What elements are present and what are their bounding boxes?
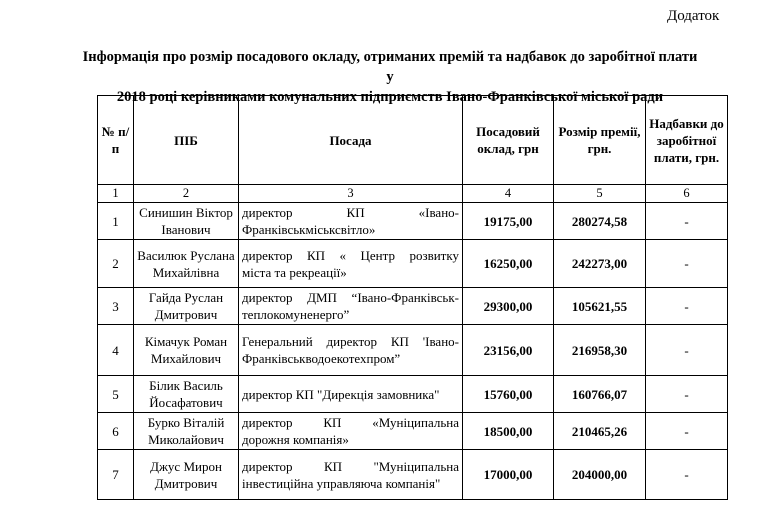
position-line-1: Генеральний директор КП 'Івано- bbox=[242, 334, 459, 349]
table-row bbox=[98, 203, 728, 240]
position-line-1: директор КП « Центр розвитку bbox=[242, 247, 459, 263]
person-name: Синишин Віктор Іванович bbox=[134, 203, 239, 240]
salary-value: 16250,00 bbox=[463, 240, 554, 288]
header-allowance: Надбавки до заробітної плати, грн. bbox=[646, 96, 728, 185]
index-cell: 5 bbox=[554, 185, 646, 203]
position-cell bbox=[239, 203, 463, 240]
salary-value: 29300,00 bbox=[463, 288, 554, 325]
table-row bbox=[98, 376, 728, 413]
row-number: 7 bbox=[98, 450, 134, 500]
position-line-2: інвестиційна управляюча компанія" bbox=[242, 475, 441, 491]
header-salary: Посадовий оклад, грн bbox=[463, 96, 554, 185]
table-row bbox=[98, 240, 728, 288]
table-row bbox=[98, 413, 728, 450]
bonus-value: 280274,58 bbox=[554, 203, 646, 240]
bonus-value: 242273,00 bbox=[554, 240, 646, 288]
salary-value: 18500,00 bbox=[463, 413, 554, 450]
position-line-1: директор КП «Івано- bbox=[242, 205, 459, 220]
position-cell bbox=[239, 240, 463, 288]
position-line-2: теплокомуненерго” bbox=[242, 307, 350, 322]
position-line-1: директор КП «Муніципальна bbox=[242, 415, 459, 430]
allowance-value: - bbox=[646, 325, 728, 376]
row-number: 3 bbox=[98, 288, 134, 325]
position-line-2: дорожня компанія» bbox=[242, 432, 349, 447]
allowance-value: - bbox=[646, 288, 728, 325]
header-num: № п/п bbox=[98, 96, 134, 185]
appendix-label: Додаток bbox=[667, 8, 720, 24]
person-name: Гайда Руслан Дмитрович bbox=[134, 288, 239, 325]
header-row bbox=[98, 96, 728, 185]
position-line-1: директор ДМП “Івано-Франківськ- bbox=[242, 290, 459, 305]
index-cell: 3 bbox=[239, 185, 463, 203]
index-cell: 2 bbox=[134, 185, 239, 203]
bonus-value: 160766,07 bbox=[554, 376, 646, 413]
salary-value: 19175,00 bbox=[463, 203, 554, 240]
position-cell bbox=[239, 450, 463, 500]
position-line-2: міста та рекреації» bbox=[242, 264, 347, 280]
allowance-value: - bbox=[646, 413, 728, 450]
person-name: Кімачук Роман Михайлович bbox=[134, 325, 239, 376]
index-row bbox=[98, 185, 728, 203]
index-cell: 1 bbox=[98, 185, 134, 203]
salary-value: 17000,00 bbox=[463, 450, 554, 500]
bonus-value: 105621,55 bbox=[554, 288, 646, 325]
position-line-2: Франківськміськсвітло» bbox=[242, 222, 376, 237]
allowance-value: - bbox=[646, 376, 728, 413]
salary-value: 15760,00 bbox=[463, 376, 554, 413]
bonus-value: 204000,00 bbox=[554, 450, 646, 500]
position-cell bbox=[239, 376, 463, 413]
allowance-value: - bbox=[646, 203, 728, 240]
table-row bbox=[98, 288, 728, 325]
person-name: Бурко Віталій Миколайович bbox=[134, 413, 239, 450]
row-number: 2 bbox=[98, 240, 134, 288]
index-cell: 6 bbox=[646, 185, 728, 203]
row-number: 1 bbox=[98, 203, 134, 240]
position-line-2: Франківськводоекотехпром” bbox=[242, 351, 401, 366]
position-cell bbox=[239, 325, 463, 376]
row-number: 5 bbox=[98, 376, 134, 413]
header-position: Посада bbox=[239, 96, 463, 185]
position-line-1: директор КП "Муніципальна bbox=[242, 458, 459, 474]
index-cell: 4 bbox=[463, 185, 554, 203]
position-cell bbox=[239, 413, 463, 450]
row-number: 4 bbox=[98, 325, 134, 376]
table-row bbox=[98, 450, 728, 500]
title-line-1: Інформація про розмір посадового окладу, отриманих премій та надбавок до заробітної плати у bbox=[82, 49, 698, 85]
allowance-value: - bbox=[646, 450, 728, 500]
bonus-value: 210465,26 bbox=[554, 413, 646, 450]
position-cell bbox=[239, 288, 463, 325]
bonus-value: 216958,30 bbox=[554, 325, 646, 376]
position-line-1: директор КП "Дирекція замовника" bbox=[242, 386, 440, 402]
table-row bbox=[98, 325, 728, 376]
allowance-value: - bbox=[646, 240, 728, 288]
person-name: Василюк Руслана Михайлівна bbox=[134, 240, 239, 288]
person-name: Білик Василь Йосафатович bbox=[134, 376, 239, 413]
salary-value: 23156,00 bbox=[463, 325, 554, 376]
person-name: Джус Мирон Дмитрович bbox=[134, 450, 239, 500]
title-line-2: 2018 році керівниками комунальних підприємств Івано-Франківської міської ради bbox=[116, 89, 664, 105]
salary-table bbox=[97, 95, 728, 500]
header-bonus: Розмір премії, грн. bbox=[554, 96, 646, 185]
row-number: 6 bbox=[98, 413, 134, 450]
header-name: ПІБ bbox=[134, 96, 239, 185]
